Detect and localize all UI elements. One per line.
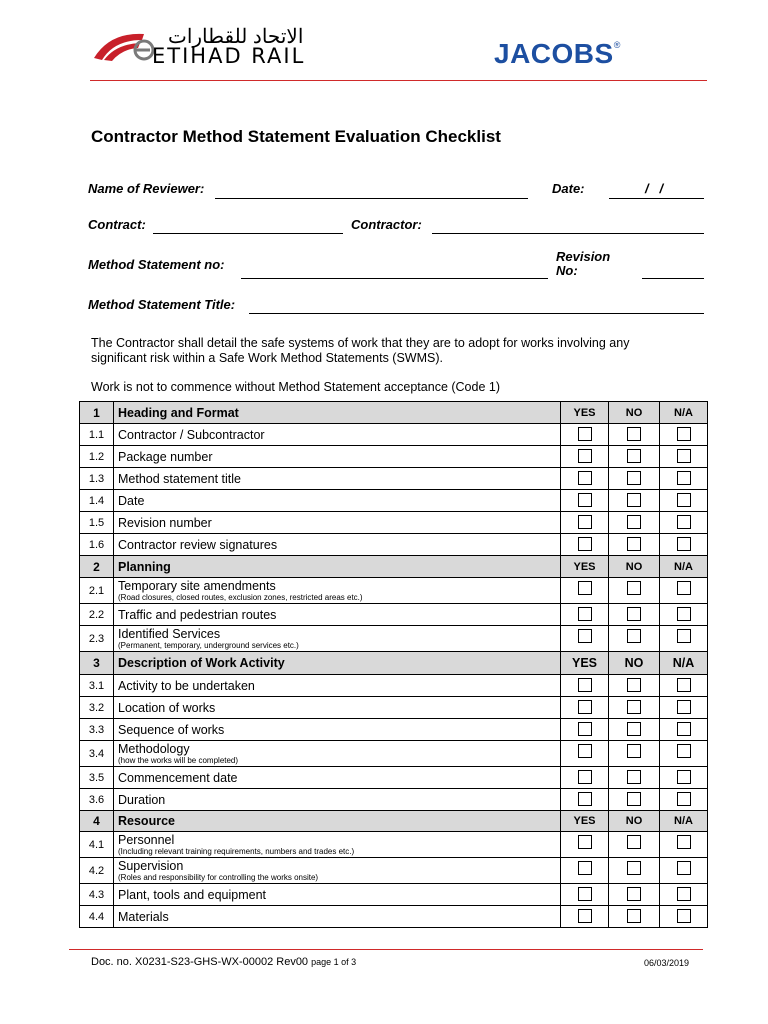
checkbox-cell-no — [609, 512, 660, 534]
checkbox-cell-yes — [561, 906, 609, 928]
checkbox-na[interactable] — [677, 722, 691, 736]
column-header-yes: YES — [561, 811, 609, 832]
etihad-latin-name: ETIHAD RAIL — [152, 44, 306, 68]
item-text: Activity to be undertaken — [118, 678, 255, 693]
item-cell — [114, 675, 561, 697]
checklist-row — [80, 858, 708, 884]
checkbox-cell-na — [660, 490, 708, 512]
item-cell — [114, 906, 561, 928]
checkbox-no[interactable] — [627, 700, 641, 714]
reviewer-label: Name of Reviewer: — [88, 181, 205, 196]
checkbox-yes[interactable] — [578, 678, 592, 692]
jacobs-registered-mark: ® — [613, 40, 621, 50]
checkbox-yes[interactable] — [578, 493, 592, 507]
footer-divider — [69, 949, 703, 950]
ms-no-label: Method Statement no: — [88, 257, 225, 272]
item-text: Revision number — [118, 515, 212, 530]
checkbox-cell-yes — [561, 626, 609, 652]
checkbox-cell-no — [609, 626, 660, 652]
checkbox-cell-na — [660, 578, 708, 604]
checklist-table — [79, 401, 708, 928]
item-number: 1.3 — [80, 468, 114, 490]
checkbox-yes[interactable] — [578, 792, 592, 806]
checkbox-cell-no — [609, 578, 660, 604]
item-text: Identified Services — [118, 626, 221, 641]
checkbox-cell-yes — [561, 832, 609, 858]
item-cell — [114, 512, 561, 534]
checkbox-cell-no — [609, 741, 660, 767]
checkbox-na[interactable] — [677, 835, 691, 849]
item-text: Method statement title — [118, 471, 241, 486]
item-cell — [114, 741, 561, 767]
column-header-yes: YES — [561, 556, 609, 578]
ms-title-field[interactable] — [249, 313, 704, 314]
checkbox-cell-na — [660, 446, 708, 468]
checkbox-cell-na — [660, 719, 708, 741]
item-number: 1.2 — [80, 446, 114, 468]
checkbox-cell-yes — [561, 468, 609, 490]
checkbox-cell-no — [609, 906, 660, 928]
checkbox-yes[interactable] — [578, 887, 592, 901]
reviewer-field[interactable] — [215, 198, 528, 199]
header-divider — [90, 80, 707, 81]
page-number: page 1 of 3 — [311, 957, 357, 967]
section-header-row — [80, 652, 708, 675]
checklist-row — [80, 832, 708, 858]
checkbox-cell-yes — [561, 446, 609, 468]
checkbox-cell-na — [660, 906, 708, 928]
item-number: 1.1 — [80, 424, 114, 446]
item-text: Supervision — [118, 858, 184, 873]
checkbox-no[interactable] — [627, 427, 641, 441]
checkbox-na[interactable] — [677, 581, 691, 595]
checklist-row — [80, 719, 708, 741]
column-header-na: N/A — [660, 652, 708, 675]
item-cell — [114, 697, 561, 719]
item-number: 3.2 — [80, 697, 114, 719]
item-cell — [114, 719, 561, 741]
checkbox-na[interactable] — [677, 515, 691, 529]
checkbox-no[interactable] — [627, 449, 641, 463]
item-cell — [114, 534, 561, 556]
checkbox-no[interactable] — [627, 722, 641, 736]
checkbox-cell-yes — [561, 578, 609, 604]
checkbox-cell-no — [609, 424, 660, 446]
checkbox-cell-no — [609, 884, 660, 906]
item-number: 4.3 — [80, 884, 114, 906]
etihad-arabic-name: الاتحاد للقطارات — [168, 26, 304, 48]
checkbox-cell-yes — [561, 767, 609, 789]
doc-number: Doc. no. X0231-S23-GHS-WX-00002 Rev00 — [91, 956, 309, 968]
item-note: (Road closures, closed routes, exclusion zones, restricted areas etc.) — [118, 592, 363, 602]
item-text: Methodology — [118, 741, 190, 756]
checkbox-na[interactable] — [677, 471, 691, 485]
checkbox-cell-no — [609, 832, 660, 858]
checkbox-na[interactable] — [677, 700, 691, 714]
checkbox-cell-yes — [561, 424, 609, 446]
checkbox-cell-no — [609, 719, 660, 741]
checkbox-cell-no — [609, 858, 660, 884]
etihad-rail-logo — [92, 24, 306, 68]
item-note: (Including relevant training requirements, numbers and trades etc.) — [118, 846, 355, 856]
intro-note: Work is not to commence without Method Statement acceptance (Code 1) — [91, 380, 500, 394]
checkbox-no[interactable] — [627, 493, 641, 507]
item-cell — [114, 468, 561, 490]
checkbox-cell-no — [609, 789, 660, 811]
etihad-rail-emblem-icon — [92, 28, 156, 68]
checkbox-yes[interactable] — [578, 427, 592, 441]
ms-title-label: Method Statement Title: — [88, 297, 236, 312]
checkbox-yes[interactable] — [578, 515, 592, 529]
item-cell — [114, 626, 561, 652]
item-note: (how the works will be completed) — [118, 755, 239, 765]
item-text: Location of works — [118, 700, 216, 715]
checkbox-cell-no — [609, 604, 660, 626]
checkbox-yes[interactable] — [578, 861, 592, 875]
section-title: Planning — [114, 556, 561, 578]
contractor-field[interactable] — [432, 233, 704, 234]
checklist-row — [80, 604, 708, 626]
checkbox-cell-na — [660, 789, 708, 811]
checkbox-no[interactable] — [627, 792, 641, 806]
checkbox-na[interactable] — [677, 744, 691, 758]
item-number: 4.2 — [80, 858, 114, 884]
item-number: 3.3 — [80, 719, 114, 741]
item-text: Package number — [118, 449, 213, 464]
column-header-yes: YES — [561, 652, 609, 675]
item-number: 1.6 — [80, 534, 114, 556]
section-title: Description of Work Activity — [114, 652, 561, 675]
checkbox-no[interactable] — [627, 678, 641, 692]
checkbox-cell-no — [609, 767, 660, 789]
checkbox-no[interactable] — [627, 607, 641, 621]
item-cell — [114, 578, 561, 604]
contract-label: Contract: — [88, 217, 146, 232]
checklist-row — [80, 675, 708, 697]
checkbox-cell-no — [609, 534, 660, 556]
checkbox-cell-na — [660, 512, 708, 534]
checkbox-cell-na — [660, 832, 708, 858]
section-number: 2 — [80, 556, 114, 578]
checkbox-yes[interactable] — [578, 835, 592, 849]
checkbox-cell-na — [660, 675, 708, 697]
section-title: Heading and Format — [114, 402, 561, 424]
item-text: Materials — [118, 909, 169, 924]
checkbox-cell-no — [609, 675, 660, 697]
checkbox-cell-na — [660, 884, 708, 906]
checkbox-cell-na — [660, 858, 708, 884]
checkbox-no[interactable] — [627, 537, 641, 551]
checkbox-na[interactable] — [677, 493, 691, 507]
checkbox-na[interactable] — [677, 607, 691, 621]
checkbox-yes[interactable] — [578, 722, 592, 736]
checkbox-yes[interactable] — [578, 449, 592, 463]
checkbox-yes[interactable] — [578, 581, 592, 595]
date-value: / / — [645, 181, 664, 196]
checkbox-na[interactable] — [677, 909, 691, 923]
section-number: 1 — [80, 402, 114, 424]
checkbox-na[interactable] — [677, 861, 691, 875]
footer-date: 06/03/2019 — [644, 958, 690, 968]
section-header-row — [80, 556, 708, 578]
checkbox-cell-yes — [561, 490, 609, 512]
checkbox-na[interactable] — [677, 792, 691, 806]
revision-label — [556, 250, 610, 278]
checkbox-na[interactable] — [677, 537, 691, 551]
contractor-label: Contractor: — [351, 217, 422, 232]
checklist-row — [80, 906, 708, 928]
checkbox-cell-no — [609, 468, 660, 490]
checkbox-cell-na — [660, 626, 708, 652]
checkbox-cell-no — [609, 446, 660, 468]
checkbox-cell-yes — [561, 741, 609, 767]
item-text: Sequence of works — [118, 722, 225, 737]
checkbox-cell-no — [609, 697, 660, 719]
item-note: (Roles and responsibility for controlling the works onsite) — [118, 872, 319, 882]
checklist-row — [80, 626, 708, 652]
checklist-row — [80, 446, 708, 468]
item-cell — [114, 884, 561, 906]
checkbox-yes[interactable] — [578, 770, 592, 784]
checkbox-cell-na — [660, 767, 708, 789]
checkbox-cell-yes — [561, 675, 609, 697]
item-text: Temporary site amendments — [118, 578, 276, 593]
checkbox-no[interactable] — [627, 861, 641, 875]
checkbox-cell-yes — [561, 789, 609, 811]
checkbox-yes[interactable] — [578, 744, 592, 758]
checkbox-cell-yes — [561, 512, 609, 534]
checkbox-cell-na — [660, 741, 708, 767]
checkbox-no[interactable] — [627, 835, 641, 849]
item-number: 1.5 — [80, 512, 114, 534]
checklist-row — [80, 578, 708, 604]
column-header-yes: YES — [561, 402, 609, 424]
item-cell — [114, 767, 561, 789]
checklist-row — [80, 741, 708, 767]
item-text: Commencement date — [118, 770, 238, 785]
item-number: 2.1 — [80, 578, 114, 604]
section-header-row — [80, 811, 708, 832]
checkbox-na[interactable] — [677, 887, 691, 901]
checkbox-no[interactable] — [627, 515, 641, 529]
item-cell — [114, 446, 561, 468]
checkbox-no[interactable] — [627, 770, 641, 784]
item-text: Traffic and pedestrian routes — [118, 607, 277, 622]
checkbox-no[interactable] — [627, 744, 641, 758]
item-note: (Permanent, temporary, underground services etc.) — [118, 640, 299, 650]
revision-field[interactable] — [642, 278, 704, 279]
checkbox-cell-yes — [561, 719, 609, 741]
intro-paragraph: The Contractor shall detail the safe systems of work that they are to adopt for works involving any significant risk within a Safe Work Method Statements (SWMS). — [91, 336, 630, 365]
checklist-row — [80, 534, 708, 556]
column-header-na: N/A — [660, 811, 708, 832]
checkbox-cell-no — [609, 490, 660, 512]
ms-no-field[interactable] — [241, 278, 548, 279]
checkbox-yes[interactable] — [578, 607, 592, 621]
checklist-row — [80, 490, 708, 512]
item-text: Duration — [118, 792, 166, 807]
checkbox-no[interactable] — [627, 629, 641, 643]
checkbox-no[interactable] — [627, 887, 641, 901]
checkbox-cell-yes — [561, 884, 609, 906]
checklist-row — [80, 884, 708, 906]
item-number: 3.4 — [80, 741, 114, 767]
checkbox-na[interactable] — [677, 678, 691, 692]
date-label: Date: — [552, 181, 585, 196]
checklist-row — [80, 697, 708, 719]
item-cell — [114, 832, 561, 858]
checklist-row — [80, 512, 708, 534]
footer-doc-number — [91, 956, 356, 968]
checkbox-yes[interactable] — [578, 909, 592, 923]
checkbox-cell-yes — [561, 697, 609, 719]
item-cell — [114, 490, 561, 512]
checkbox-cell-na — [660, 468, 708, 490]
revision-label-line2: No: — [556, 263, 578, 278]
column-header-no: NO — [609, 652, 660, 675]
column-header-na: N/A — [660, 556, 708, 578]
contract-field[interactable] — [153, 233, 343, 234]
item-text: Personnel — [118, 832, 175, 847]
checklist-row — [80, 789, 708, 811]
column-header-no: NO — [609, 556, 660, 578]
item-text: Plant, tools and equipment — [118, 887, 267, 902]
checkbox-yes[interactable] — [578, 471, 592, 485]
item-number: 4.4 — [80, 906, 114, 928]
checkbox-cell-na — [660, 424, 708, 446]
checkbox-yes[interactable] — [578, 700, 592, 714]
column-header-na: N/A — [660, 402, 708, 424]
item-number: 3.6 — [80, 789, 114, 811]
item-number: 3.1 — [80, 675, 114, 697]
item-number: 2.2 — [80, 604, 114, 626]
checkbox-na[interactable] — [677, 770, 691, 784]
checkbox-no[interactable] — [627, 581, 641, 595]
checkbox-no[interactable] — [627, 909, 641, 923]
item-number: 3.5 — [80, 767, 114, 789]
section-header-row — [80, 402, 708, 424]
checkbox-cell-na — [660, 534, 708, 556]
checkbox-cell-yes — [561, 534, 609, 556]
checkbox-cell-yes — [561, 604, 609, 626]
item-number: 1.4 — [80, 490, 114, 512]
item-text: Contractor review signatures — [118, 537, 278, 552]
checkbox-yes[interactable] — [578, 629, 592, 643]
checkbox-cell-na — [660, 697, 708, 719]
item-cell — [114, 424, 561, 446]
item-number: 4.1 — [80, 832, 114, 858]
checkbox-cell-na — [660, 604, 708, 626]
jacobs-wordmark: JACOBS — [494, 38, 614, 69]
checkbox-na[interactable] — [677, 449, 691, 463]
item-cell — [114, 858, 561, 884]
checkbox-cell-yes — [561, 858, 609, 884]
section-number: 3 — [80, 652, 114, 675]
checklist-row — [80, 468, 708, 490]
item-text: Contractor / Subcontractor — [118, 427, 265, 442]
section-title: Resource — [114, 811, 561, 832]
revision-label-line1: Revision — [556, 249, 611, 264]
checkbox-na[interactable] — [677, 629, 691, 643]
column-header-no: NO — [609, 811, 660, 832]
date-field[interactable] — [609, 198, 704, 199]
item-number: 2.3 — [80, 626, 114, 652]
section-number: 4 — [80, 811, 114, 832]
checkbox-na[interactable] — [677, 427, 691, 441]
checklist-row — [80, 424, 708, 446]
jacobs-logo — [494, 38, 621, 70]
checkbox-no[interactable] — [627, 471, 641, 485]
item-cell — [114, 789, 561, 811]
item-cell — [114, 604, 561, 626]
checkbox-yes[interactable] — [578, 537, 592, 551]
page-title: Contractor Method Statement Evaluation Checklist — [91, 127, 501, 146]
item-text: Date — [118, 493, 145, 508]
column-header-no: NO — [609, 402, 660, 424]
checklist-row — [80, 767, 708, 789]
